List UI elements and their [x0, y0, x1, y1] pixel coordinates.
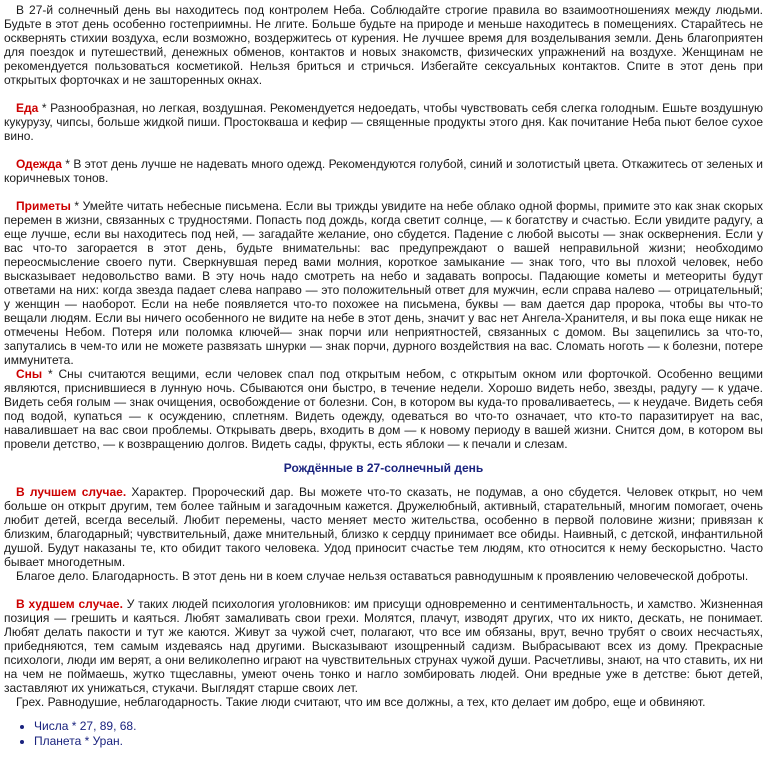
- food-paragraph: [4, 101, 763, 143]
- best-case-label: В лучшем случае.: [16, 485, 127, 499]
- best-case-paragraph: [4, 485, 763, 569]
- clothes-text: * В этот день лучше не надевать много одежд. Рекомендуются голубой, синий и золотистый цвета. Откажитесь от зеленых и коричневых тонов.: [4, 157, 763, 185]
- born-heading: Рождённые в 27-солнечный день: [283, 461, 484, 475]
- clothes-label: Одежда: [16, 157, 62, 171]
- food-text: * Разнообразная, но легкая, воздушная. Рекомендуется недоедать, чтобы чувствовать себя слегка голодным. Ешьте воздушную кукурузу, чипсы, больше жидкой пиши. Простоквашa и кефир — священные продукты этого дня. Как почитание Неба пьют белое сухое вино.: [4, 101, 763, 143]
- dreams-label: Сны: [16, 367, 43, 381]
- good-deed-paragraph: Благое дело. Благодарность. В этот день ни в коем случае нельзя оставаться равнодушным к проявлению человеческой доброты.: [16, 569, 749, 583]
- omens-label: Приметы: [16, 199, 71, 213]
- worst-case-text: У таких людей психология уголовников: им присущи одновременно и сентиментальность, и хамство. Жизненная позиция — грешить и каяться. Любят замаливать свои грехи. Молятся, плачут, изводят других, что их никто, дескать, не понимает. Любят делать пакости и тут же каются. Живут за чужой счет, полагают, что все им обязаны, врут, вечно трубят о своих несчастьях, прибедняются, тем самым издеваясь над другими. Высказывают изощренный садизм. Выбрасывают всех из дому. Прекрасные психологи, люди им верят, а они великолепно играют на чувствительных струнах чужой души. Расчетливы, знают, на что ставить, их ни на чем не поймаешь, жутко тщеславны, умеют очень тонко и нагло зомбировать людей. Они вредные уже в детстве: бьют детей, заставляют их унижаться, стукачи. Выглядят старше своих лет.: [4, 597, 763, 695]
- intro-paragraph: В 27-й солнечный день вы находитесь под контролем Неба. Соблюдайте строгие правила во взаимоотношениях между людьми. Будьте в этот день особенно гостеприимны. Не лгите. Больше будьте на природе и меньше находитесь в помещениях. Старайтесь не осквернять стихии воздуха, если возможно, воздержитесь от курения. Не лучшее время для возделывания земли. День благоприятен для поездок и путешествий, денежных обменов, контактов и новых знакомств, физических упражнений на воздухе. Женщинам не рекомендуется пользоваться косметикой. Нельзя бриться и стричься. Избегайте сексуальных контактов. Спите в этот день при открытых форточках и не зашторенных окнах.: [4, 3, 763, 87]
- omens-paragraph: [4, 199, 763, 367]
- dreams-paragraph: [4, 367, 763, 451]
- numbers-item: • Числа * 27, 89, 68.: [34, 719, 763, 734]
- dreams-text: * Сны считаются вещими, если человек спал под открытым небом, с открытым окном или форточкой. Особенно вещими являются, приснившиеся в лунную ночь. Сбываются они быстро, в течение недели. Хорошо видеть небо, звезды, радугу — к удаче. Видеть себя голым — знак очищения, освобождение от болезни. Сон, в котором вы куда-то проваливаетесь, — к неудаче. Видеть себя под водой, купаться — к осуждению, сплетням. Видеть одежду, одеваться во что-то означает, что кто-то паразитирует на вас, навалившает на вас свои проблемы. Открывать дверь, входить в дом — к новому периоду в вашей жизни. Снится дом, в котором вы провели детство, — к возвращению долгов. Видеть сады, фрукты, есть яблоки — к печали и слезам.: [4, 367, 763, 451]
- sin-paragraph: Грех. Равнодушие, неблагодарность. Такие люди считают, что им все должны, а тех, кто делает им добро, еще и обвиняют.: [16, 695, 706, 709]
- clothes-paragraph: [4, 157, 763, 185]
- attributes-list: [4, 719, 763, 749]
- worst-case-label: В худшем случае.: [16, 597, 123, 611]
- omens-text: * Умейте читать небесные письмена. Если вы трижды увидите на небе облако одной формы, примите это как знак скорых перемен в жизни, связанных с трудностями. Попасть под дождь, когда светит солнце, — к богатству и счастью. Если увидите радугу, а еще лучше, если вы находитесь под ней, — загадайте желание, оно сбудется. Падение с любой высоты — знак осквернения. Если у вас что-то загорается в этот день, будьте внимательны: вас предупреждают о вашей неправильной жизни; необходимо переосмысление своего пути. Сверкнувшая перед вами молния, короткое замыкание — знак того, что вы плохой человек, небо высказывает недовольство вами. В эту ночь надо смотреть на небо и задавать вопросы. Падающие кометы и метеориты будут ответами на них: когда звезда падает слева направо — это положительный ответ для мужчин, если справа налево — отрицательный; у женщин — наоборот. Если на небе появляется что-то похожее на письмена, буквы — вам дается дар пророка, чтобы вы что-то вещали людям. Если вы ничего особенного не видите на небе в этот день, значит у вас нет Ангела-Хранителя, и вы пока еще никак не отмечены Небом. Потеря или поломка ключей— знак порчи или неприятностей, связанных с домом. Вы зацепились за что-то, запутались в чем-то или не можете развязать шнурки — знак порчи, дурного воздействия на вас. Сломать ноготь — к болезни, потере иммунитета.: [4, 199, 763, 367]
- planets-item: • Планета * Уран.: [34, 734, 763, 749]
- worst-case-paragraph: [4, 597, 763, 695]
- best-case-text: Характер. Пророческий дар. Вы можете что-то сказать, не подумав, а оно сбудется. Человек открыт, но чем больше он открыт другим, тем более тайным и загадочным кажется. Дружелюбный, активный, старательный, многим помогает, очень любит детей, всегда веселый. Любит перемены, часто меняет место жительства, особенно в первой половине жизни; привязан к близким, благодарный; чувствительный, даже мнительный, близко к сердцу принимает все обиды. Наивный, с детской, инфантильной душой. Будут наказаны те, кто обидит такого человека. Удод приносит счастье тем людям, кто относится к нему бескорыстно. Часто бывает многодетным.: [4, 485, 763, 569]
- food-label: Еда: [16, 101, 39, 115]
